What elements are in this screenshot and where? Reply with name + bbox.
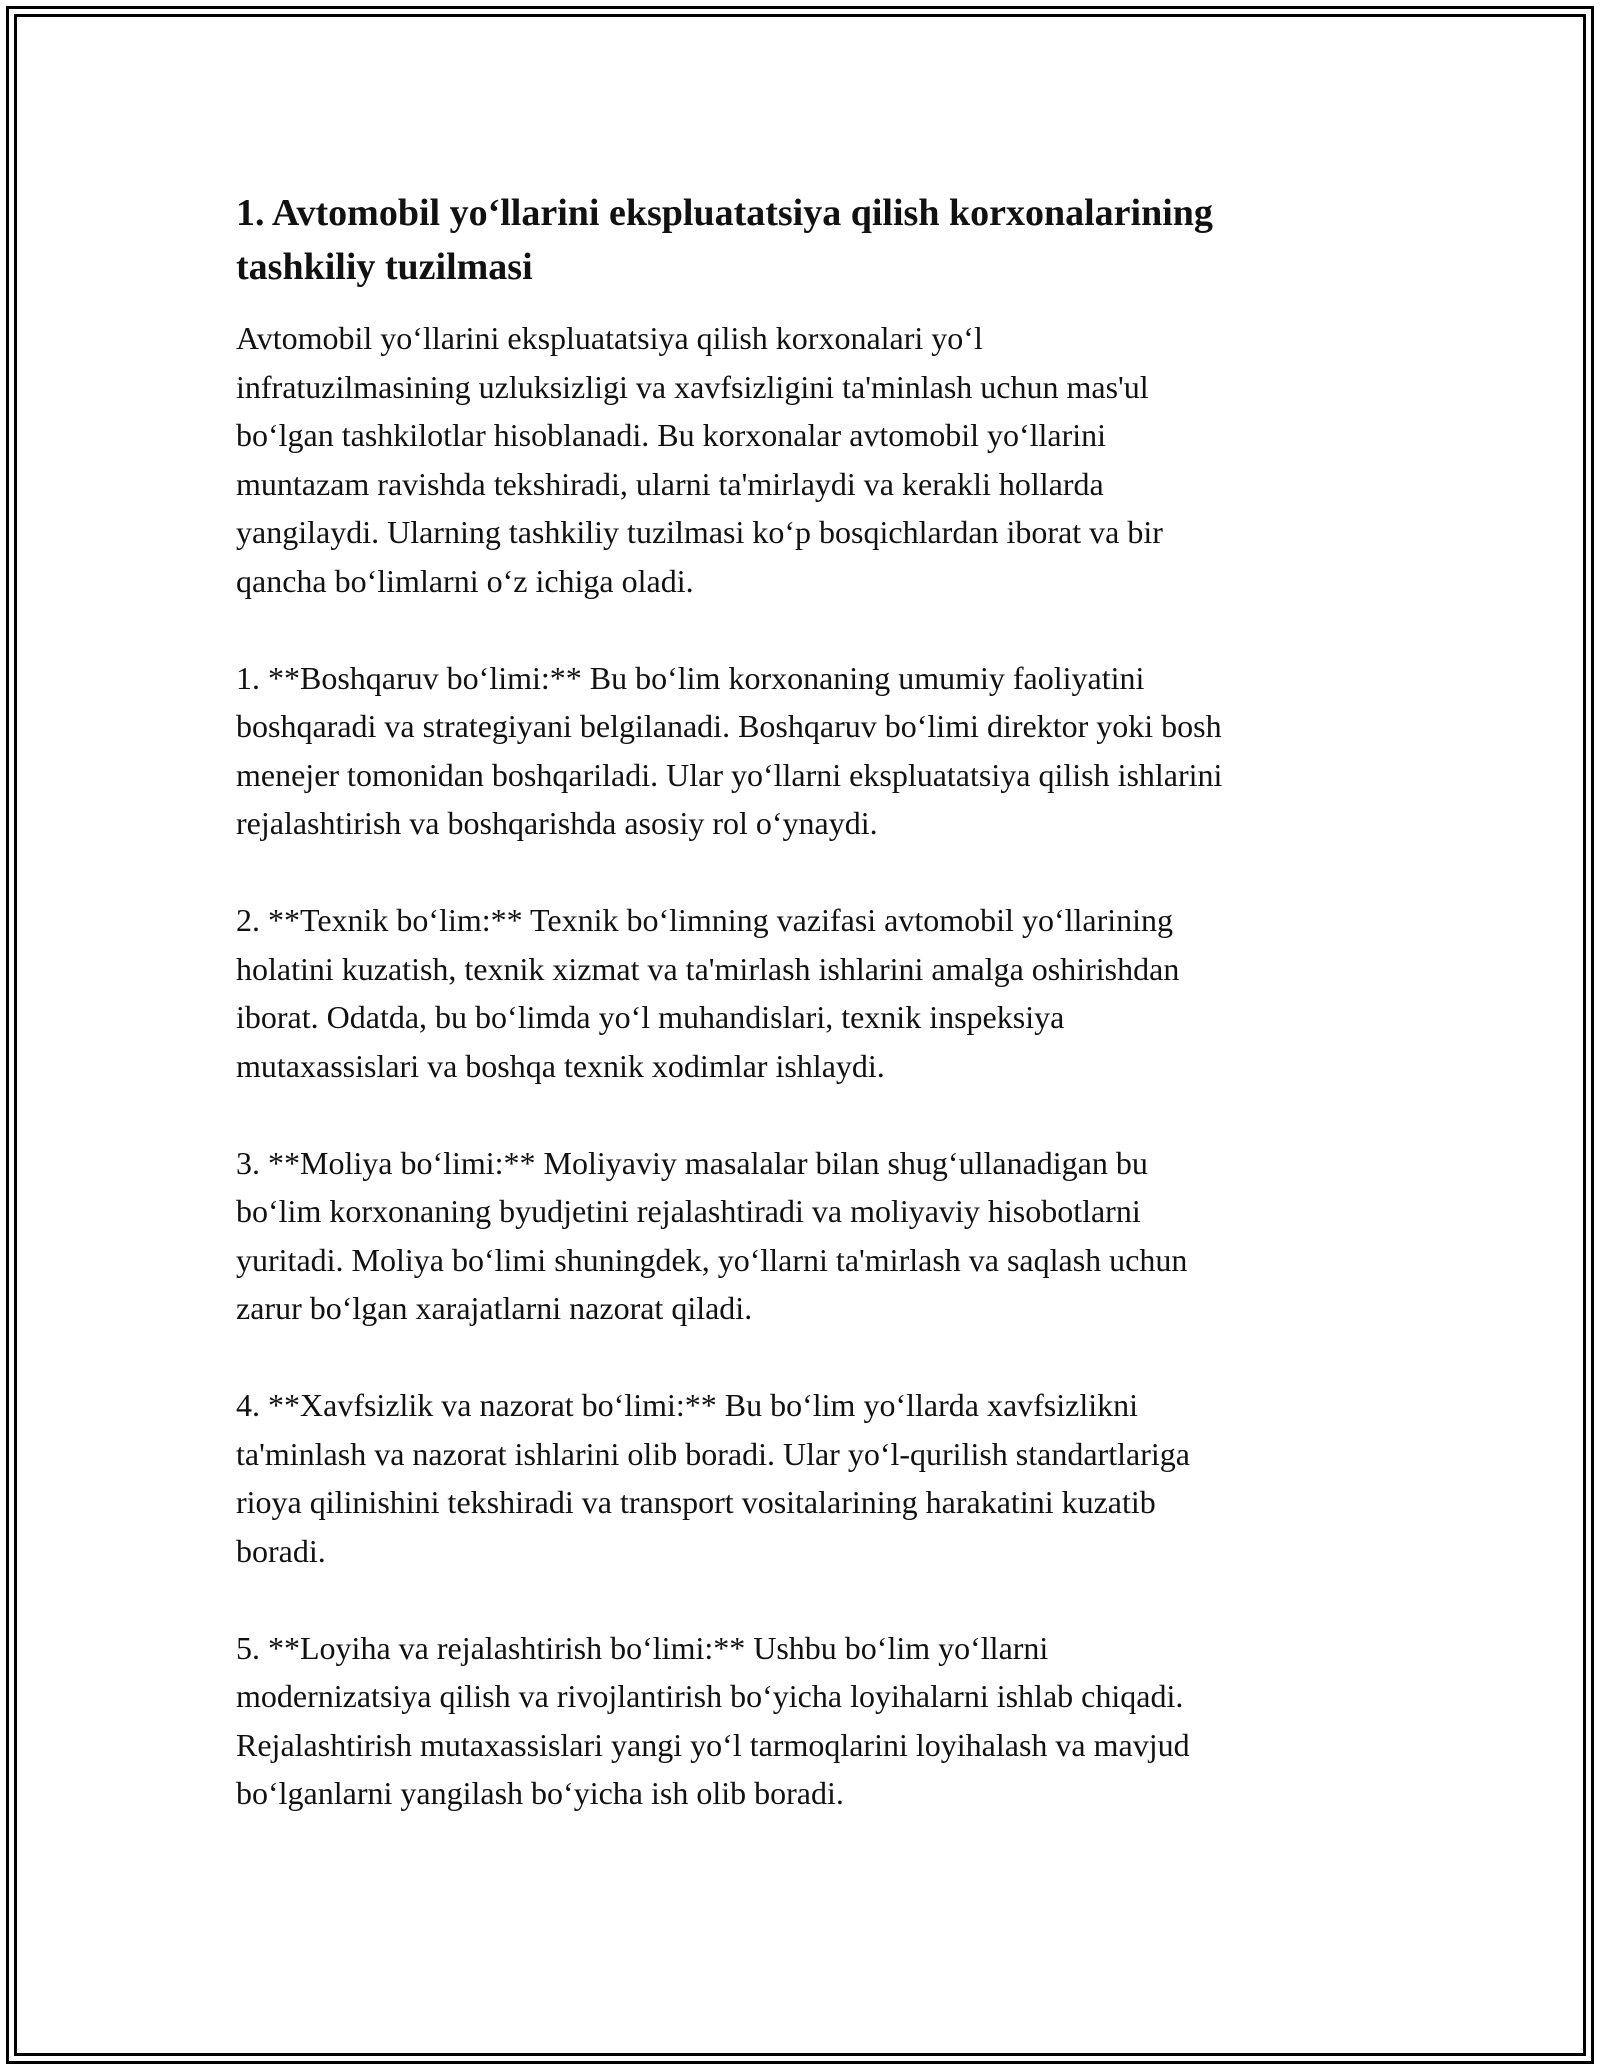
text-line: infratuzilmasining uzluksizligi va xavfsizligini ta'minlash uchun mas'ul: [236, 368, 1149, 405]
title-line: 1. Avtomobil yo‘llarini ekspluatatsiya qilish korxonalarining: [236, 192, 1213, 234]
section-paragraph-safety: [236, 1381, 1376, 1575]
text-line: rejalashtirish va boshqarishda asosiy rol o‘ynaydi.: [236, 805, 878, 841]
document-body: [236, 186, 1376, 1818]
text-line: bo‘lgan tashkilotlar hisoblanadi. Bu korxonalar avtomobil yo‘llarini: [236, 417, 1107, 453]
text-line: boradi.: [236, 1532, 326, 1569]
text-line: 2. **Texnik bo‘lim:** Texnik bo‘limning vazifasi avtomobil yo‘llarining: [236, 902, 1174, 938]
text-line: yuritadi. Moliya bo‘limi shuningdek, yo‘llarni ta'mirlash va saqlash uchun: [236, 1241, 1188, 1278]
text-line: yangilaydi. Ularning tashkiliy tuzilmasi ko‘p bosqichlardan iborat va bir: [236, 514, 1163, 550]
text-line: mutaxassislari va boshqa texnik xodimlar ishlaydi.: [236, 1047, 885, 1084]
section-paragraph-management: [236, 654, 1376, 848]
text-line: 3. **Moliya bo‘limi:** Moliyaviy masalalar bilan shug‘ullanadigan bu: [236, 1144, 1148, 1181]
text-line: qancha bo‘limlarni o‘z ichiga oladi.: [236, 562, 694, 599]
section-paragraph-technical: [236, 896, 1376, 1090]
text-line: 5. **Loyiha va rejalashtirish bo‘limi:** Ushbu bo‘lim yo‘llarni: [236, 1629, 1049, 1666]
intro-paragraph: [236, 314, 1376, 605]
text-line: modernizatsiya qilish va rivojlantirish bo‘yicha loyihalarni ishlab chiqadi.: [236, 1678, 1184, 1714]
text-line: 4. **Xavfsizlik va nazorat bo‘limi:** Bu bo‘lim yo‘llarda xavfsizlikni: [236, 1387, 1139, 1423]
text-line: holatini kuzatish, texnik xizmat va ta'mirlash ishlarini amalga oshirishdan: [236, 950, 1180, 987]
text-line: rioya qilinishini tekshiradi va transport vositalarining harakatini kuzatib: [236, 1484, 1156, 1520]
text-line: Avtomobil yo‘llarini ekspluatatsiya qilish korxonalari yo‘l: [236, 320, 983, 356]
title-line: tashkiliy tuzilmasi: [236, 246, 533, 288]
text-line: ta'minlash va nazorat ishlarini olib boradi. Ular yo‘l-qurilish standartlariga: [236, 1435, 1190, 1472]
text-line: boshqaradi va strategiyani belgilanadi. Boshqaruv bo‘limi direktor yoki bosh: [236, 708, 1222, 744]
document-title: [236, 186, 1356, 294]
text-line: Rejalashtirish mutaxassislari yangi yo‘l tarmoqlarini loyihalash va mavjud: [236, 1726, 1190, 1763]
section-paragraph-finance: [236, 1139, 1376, 1333]
section-paragraph-planning: [236, 1624, 1376, 1818]
text-line: zarur bo‘lgan xarajatlarni nazorat qiladi.: [236, 1290, 753, 1326]
text-line: bo‘lim korxonaning byudjetini rejalashtiradi va moliyaviy hisobotlarni: [236, 1193, 1141, 1229]
text-line: iborat. Odatda, bu bo‘limda yo‘l muhandislari, texnik inspeksiya: [236, 999, 1065, 1035]
text-line: menejer tomonidan boshqariladi. Ular yo‘llarni ekspluatatsiya qilish ishlarini: [236, 756, 1223, 793]
text-line: bo‘lganlarni yangilash bo‘yicha ish olib boradi.: [236, 1775, 844, 1811]
text-line: muntazam ravishda tekshiradi, ularni ta'mirlaydi va kerakli hollarda: [236, 465, 1104, 502]
text-line: 1. **Boshqaruv bo‘limi:** Bu bo‘lim korxonaning umumiy faoliyatini: [236, 659, 1145, 696]
